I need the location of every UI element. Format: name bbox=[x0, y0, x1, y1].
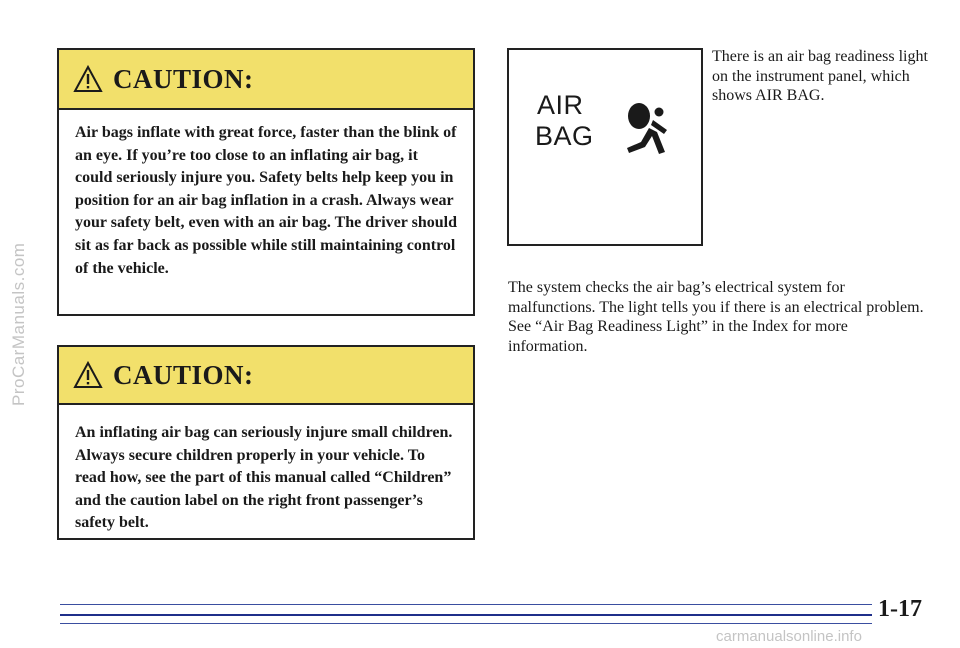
page-number: 1-17 bbox=[878, 596, 922, 622]
caution-title: CAUTION: bbox=[113, 359, 254, 390]
airbag-occupant-icon bbox=[619, 92, 677, 156]
caution-box-airbag-force bbox=[57, 48, 475, 316]
side-watermark: ProCarManuals.com bbox=[9, 242, 28, 406]
warning-triangle-icon bbox=[73, 65, 103, 93]
caution-body: Air bags inflate with great force, faster than the blink of an eye. If you’re too close to an inflating air bag, it could seriously injure you. Safety belts help keep you in position for an air bag inflation in a crash. Always wear your safety belt, even with an air bag. The driver should sit as far back as possible while still maintaining control of the vehicle. bbox=[75, 124, 457, 277]
airbag-readiness-light-illustration bbox=[507, 48, 703, 246]
system-check-paragraph: The system checks the air bag’s electrical system for malfunctions. The light tells you if there is an electrical problem. See “Air Bag Readiness Light” in the Index for more information. bbox=[508, 279, 924, 355]
footer-rule bbox=[60, 614, 872, 616]
footer-rule bbox=[60, 604, 872, 605]
caution-body: An inflating air bag can seriously injure small children. Always secure children properly in your vehicle. To read how, see the part of this manual called “Children” and the caution label on the right front passenger’s safety belt. bbox=[75, 424, 453, 532]
footer-watermark: carmanualsonline.info bbox=[716, 628, 862, 645]
caution-box-children bbox=[57, 345, 475, 540]
indicator-word-air: AIR bbox=[537, 90, 584, 120]
caution-header bbox=[59, 50, 473, 110]
caution-header bbox=[59, 347, 473, 405]
indicator-word-bag: BAG bbox=[535, 121, 594, 151]
warning-triangle-icon bbox=[73, 361, 103, 389]
footer-rule bbox=[60, 623, 872, 624]
readiness-light-description: There is an air bag readiness light on the instrument panel, which shows AIR BAG. bbox=[712, 48, 928, 105]
caution-title: CAUTION: bbox=[113, 63, 254, 94]
